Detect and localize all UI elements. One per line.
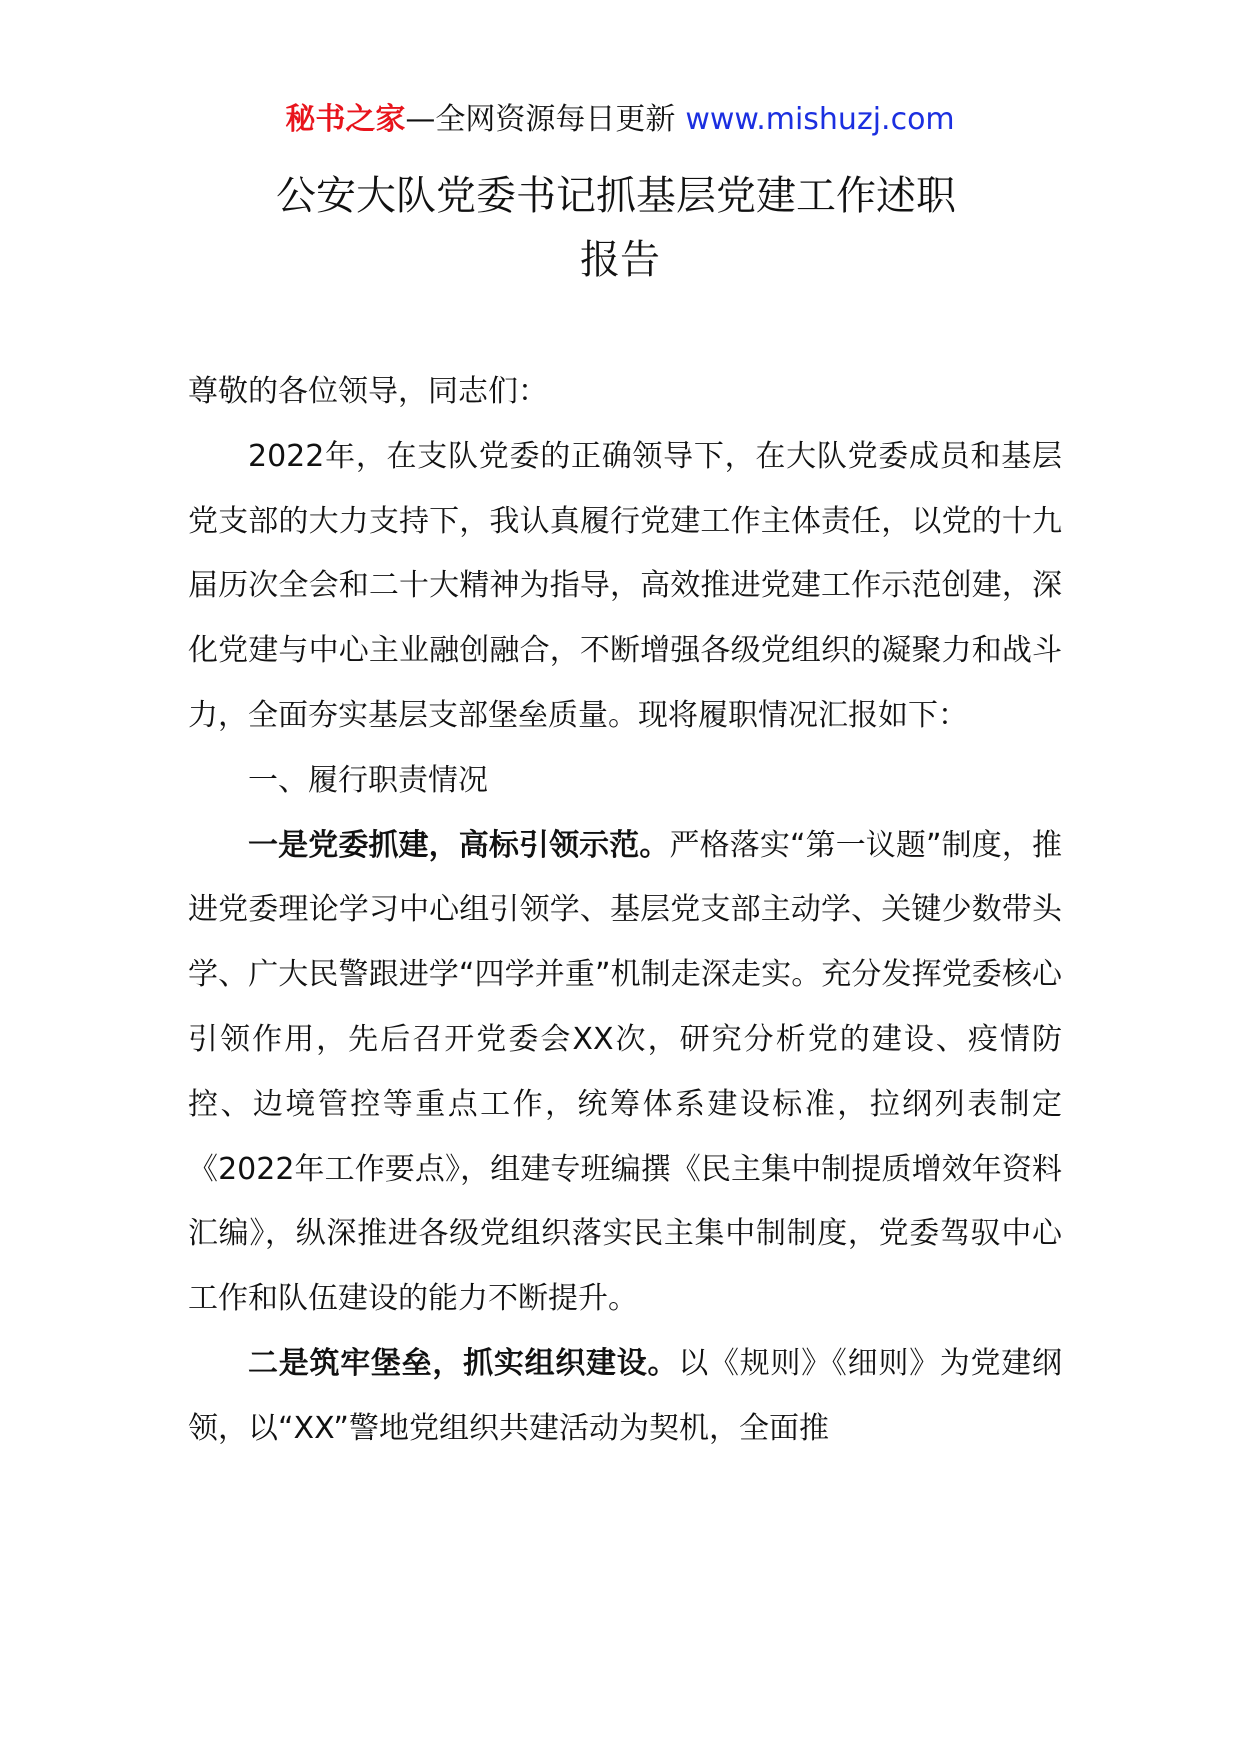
banner-url[interactable]: www.mishuzj.com [685, 102, 955, 137]
site-banner [0, 100, 1240, 140]
section-heading: 一、履行职责情况 [248, 762, 488, 798]
document-title-line1: 公安大队党委书记抓基层党建工作述职 [276, 173, 956, 219]
document-title-line2: 报告 [580, 237, 660, 283]
item-text: 严格落实“第一议题”制度，推进党委理论学习中心组引领学、基层党支部主动学、关键少数带头学、广大民警跟进学“四学并重”机制走深走实。充分发挥党委核心引领作用，先后召开党委会XX次，研究分析党的建设、疫情防控、边境管控等重点工作，统筹体系建设标准，拉纲列表制定《2022年工作要点》，组建专班编撰《民主集中制提质增效年资料汇编》，纵深推进各级党组织落实民主集中制制度，党委驾驭中心工作和队伍建设的能力不断提升。 [188, 827, 1062, 1317]
banner-tagline: —全网资源每日更新 [405, 102, 676, 137]
item-text: 以《规则》《细则》为党建纲领，以“XX”警地党组织共建活动为契机，全面推 [188, 1345, 1063, 1446]
item-lead: 二是筑牢堡垒，抓实组织建设。 [248, 1345, 679, 1381]
intro-paragraph: 2022年，在支队党委的正确领导下，在大队党委成员和基层党支部的大力支持下，我认真履行党建工作主体责任，以党的十九届历次全会和二十大精神为指导，高效推进党建工作示范创建，深化党建与中心主业融创融合，不断增强各级党组织的凝聚力和战斗力，全面夯实基层支部堡垒质量。现将履职情况汇报如下： [188, 438, 1062, 733]
item-lead: 一是党委抓建，高标引领示范。 [248, 827, 670, 863]
paragraph-item-2 [188, 1332, 1062, 1462]
salutation: 尊敬的各位领导，同志们： [188, 374, 548, 409]
document-body [188, 360, 1062, 1462]
paragraph-item-1 [188, 814, 1062, 1332]
brand-name: 秘书之家 [285, 102, 406, 137]
